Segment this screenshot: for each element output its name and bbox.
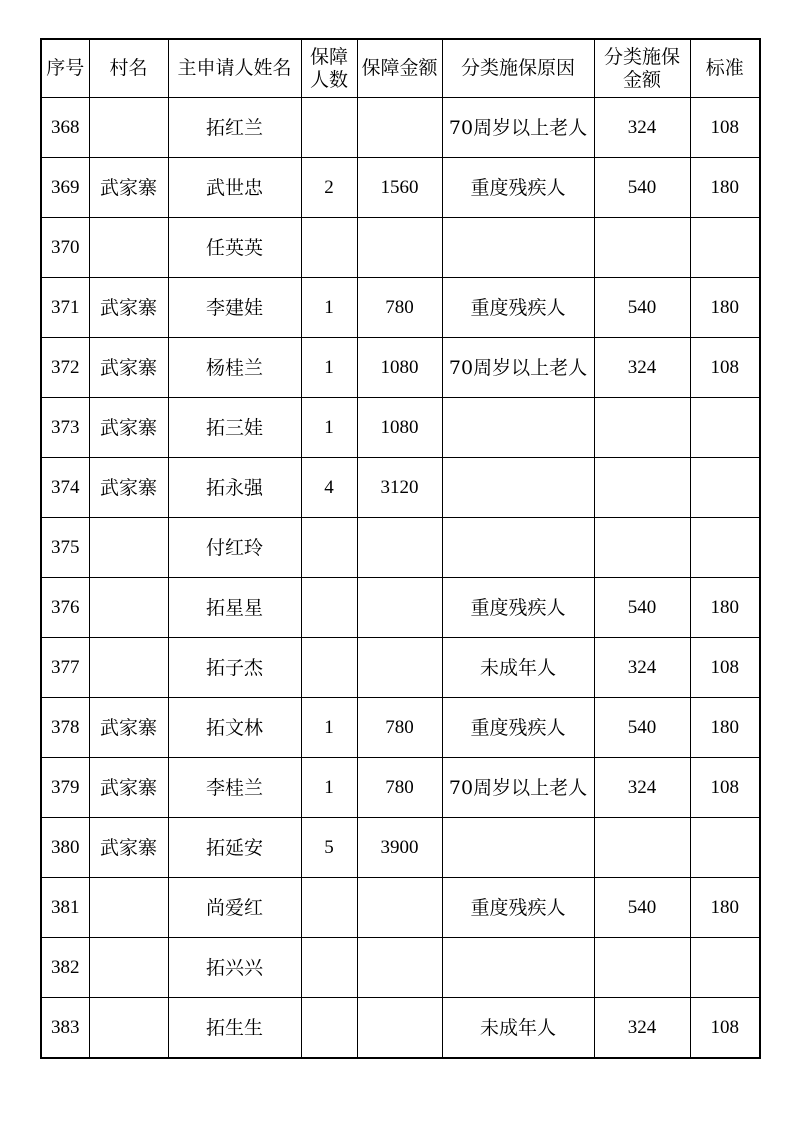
category-amount-cell: 540 (594, 698, 690, 758)
standard-cell: 180 (690, 158, 760, 218)
seq-cell: 373 (41, 398, 89, 458)
village-cell (89, 878, 168, 938)
table-body (41, 98, 760, 1059)
applicant-name-cell: 拓子杰 (168, 638, 301, 698)
header-people-count: 保障人数 (301, 39, 357, 98)
applicant-name-cell: 拓生生 (168, 998, 301, 1059)
seq-cell: 382 (41, 938, 89, 998)
amount-cell (357, 878, 442, 938)
applicant-name-cell: 李建娃 (168, 278, 301, 338)
amount-cell (357, 938, 442, 998)
reason-cell: 70周岁以上老人 (442, 338, 594, 398)
seq-cell: 383 (41, 998, 89, 1059)
table-header (41, 39, 760, 98)
village-cell: 武家寨 (89, 158, 168, 218)
standard-cell (690, 458, 760, 518)
header-amount: 保障金额 (357, 39, 442, 98)
category-amount-cell: 540 (594, 878, 690, 938)
applicant-name-cell: 任英英 (168, 218, 301, 278)
applicant-name-cell: 尚爱红 (168, 878, 301, 938)
standard-cell: 108 (690, 338, 760, 398)
standard-cell: 180 (690, 698, 760, 758)
people-count-cell: 4 (301, 458, 357, 518)
standard-cell (690, 398, 760, 458)
category-amount-cell: 324 (594, 98, 690, 158)
people-count-cell (301, 998, 357, 1059)
header-category-amount: 分类施保金额 (594, 39, 690, 98)
amount-cell: 3900 (357, 818, 442, 878)
applicant-name-cell: 李桂兰 (168, 758, 301, 818)
table-row (41, 458, 760, 518)
amount-cell (357, 998, 442, 1059)
reason-cell: 未成年人 (442, 998, 594, 1059)
standard-cell: 180 (690, 578, 760, 638)
people-count-cell (301, 218, 357, 278)
standard-cell (690, 818, 760, 878)
category-amount-cell: 324 (594, 758, 690, 818)
seq-cell: 377 (41, 638, 89, 698)
seq-cell: 378 (41, 698, 89, 758)
amount-cell (357, 518, 442, 578)
header-standard: 标准 (690, 39, 760, 98)
category-amount-cell (594, 218, 690, 278)
standard-cell (690, 938, 760, 998)
amount-cell (357, 578, 442, 638)
applicant-name-cell: 拓三娃 (168, 398, 301, 458)
standard-cell (690, 518, 760, 578)
standard-cell: 108 (690, 998, 760, 1059)
category-amount-cell (594, 458, 690, 518)
people-count-cell (301, 878, 357, 938)
applicant-name-cell: 拓兴兴 (168, 938, 301, 998)
category-amount-cell (594, 818, 690, 878)
seq-cell: 371 (41, 278, 89, 338)
category-amount-cell (594, 398, 690, 458)
header-applicant-name: 主申请人姓名 (168, 39, 301, 98)
people-count-cell: 2 (301, 158, 357, 218)
standard-cell: 108 (690, 638, 760, 698)
village-cell: 武家寨 (89, 398, 168, 458)
village-cell: 武家寨 (89, 698, 168, 758)
village-cell (89, 98, 168, 158)
amount-cell: 1080 (357, 398, 442, 458)
table-row (41, 638, 760, 698)
applicant-name-cell: 拓文林 (168, 698, 301, 758)
reason-cell: 重度残疾人 (442, 278, 594, 338)
village-cell (89, 218, 168, 278)
village-cell (89, 518, 168, 578)
table-row (41, 98, 760, 158)
seq-cell: 370 (41, 218, 89, 278)
village-cell (89, 578, 168, 638)
table-row (41, 398, 760, 458)
assistance-table (40, 38, 761, 1059)
applicant-name-cell: 武世忠 (168, 158, 301, 218)
people-count-cell (301, 98, 357, 158)
table-row (41, 938, 760, 998)
village-cell: 武家寨 (89, 338, 168, 398)
people-count-cell (301, 938, 357, 998)
amount-cell (357, 638, 442, 698)
table-row (41, 338, 760, 398)
table-row (41, 218, 760, 278)
table-row (41, 818, 760, 878)
header-reason: 分类施保原因 (442, 39, 594, 98)
amount-cell: 780 (357, 758, 442, 818)
village-cell: 武家寨 (89, 458, 168, 518)
village-cell (89, 998, 168, 1059)
table-row (41, 158, 760, 218)
village-cell: 武家寨 (89, 818, 168, 878)
standard-cell: 180 (690, 878, 760, 938)
amount-cell: 1560 (357, 158, 442, 218)
category-amount-cell: 540 (594, 158, 690, 218)
reason-cell: 重度残疾人 (442, 698, 594, 758)
category-amount-cell: 540 (594, 578, 690, 638)
reason-cell (442, 818, 594, 878)
seq-cell: 375 (41, 518, 89, 578)
people-count-cell: 1 (301, 758, 357, 818)
header-village: 村名 (89, 39, 168, 98)
seq-cell: 379 (41, 758, 89, 818)
header-seq: 序号 (41, 39, 89, 98)
category-amount-cell: 324 (594, 998, 690, 1059)
seq-cell: 381 (41, 878, 89, 938)
people-count-cell: 5 (301, 818, 357, 878)
applicant-name-cell: 付红玲 (168, 518, 301, 578)
village-cell: 武家寨 (89, 758, 168, 818)
amount-cell: 780 (357, 278, 442, 338)
reason-cell: 70周岁以上老人 (442, 98, 594, 158)
reason-cell: 重度残疾人 (442, 878, 594, 938)
table-row (41, 278, 760, 338)
amount-cell: 1080 (357, 338, 442, 398)
people-count-cell (301, 518, 357, 578)
header-row (41, 39, 760, 98)
table-row (41, 998, 760, 1059)
category-amount-cell: 324 (594, 338, 690, 398)
reason-cell: 重度残疾人 (442, 158, 594, 218)
seq-cell: 372 (41, 338, 89, 398)
standard-cell (690, 218, 760, 278)
category-amount-cell (594, 518, 690, 578)
reason-cell (442, 518, 594, 578)
applicant-name-cell: 拓星星 (168, 578, 301, 638)
people-count-cell (301, 638, 357, 698)
village-cell (89, 638, 168, 698)
people-count-cell: 1 (301, 278, 357, 338)
village-cell (89, 938, 168, 998)
table-row (41, 758, 760, 818)
reason-cell (442, 458, 594, 518)
amount-cell: 3120 (357, 458, 442, 518)
table-row (41, 518, 760, 578)
applicant-name-cell: 拓永强 (168, 458, 301, 518)
table-row (41, 578, 760, 638)
category-amount-cell (594, 938, 690, 998)
standard-cell: 108 (690, 98, 760, 158)
applicant-name-cell: 拓延安 (168, 818, 301, 878)
amount-cell: 780 (357, 698, 442, 758)
people-count-cell: 1 (301, 698, 357, 758)
seq-cell: 376 (41, 578, 89, 638)
amount-cell (357, 218, 442, 278)
reason-cell: 未成年人 (442, 638, 594, 698)
people-count-cell (301, 578, 357, 638)
reason-cell (442, 938, 594, 998)
seq-cell: 380 (41, 818, 89, 878)
category-amount-cell: 540 (594, 278, 690, 338)
applicant-name-cell: 拓红兰 (168, 98, 301, 158)
people-count-cell: 1 (301, 398, 357, 458)
seq-cell: 374 (41, 458, 89, 518)
reason-cell (442, 398, 594, 458)
reason-cell: 70周岁以上老人 (442, 758, 594, 818)
standard-cell: 180 (690, 278, 760, 338)
applicant-name-cell: 杨桂兰 (168, 338, 301, 398)
standard-cell: 108 (690, 758, 760, 818)
seq-cell: 369 (41, 158, 89, 218)
village-cell: 武家寨 (89, 278, 168, 338)
seq-cell: 368 (41, 98, 89, 158)
people-count-cell: 1 (301, 338, 357, 398)
amount-cell (357, 98, 442, 158)
table-row (41, 698, 760, 758)
category-amount-cell: 324 (594, 638, 690, 698)
reason-cell (442, 218, 594, 278)
reason-cell: 重度残疾人 (442, 578, 594, 638)
table-row (41, 878, 760, 938)
